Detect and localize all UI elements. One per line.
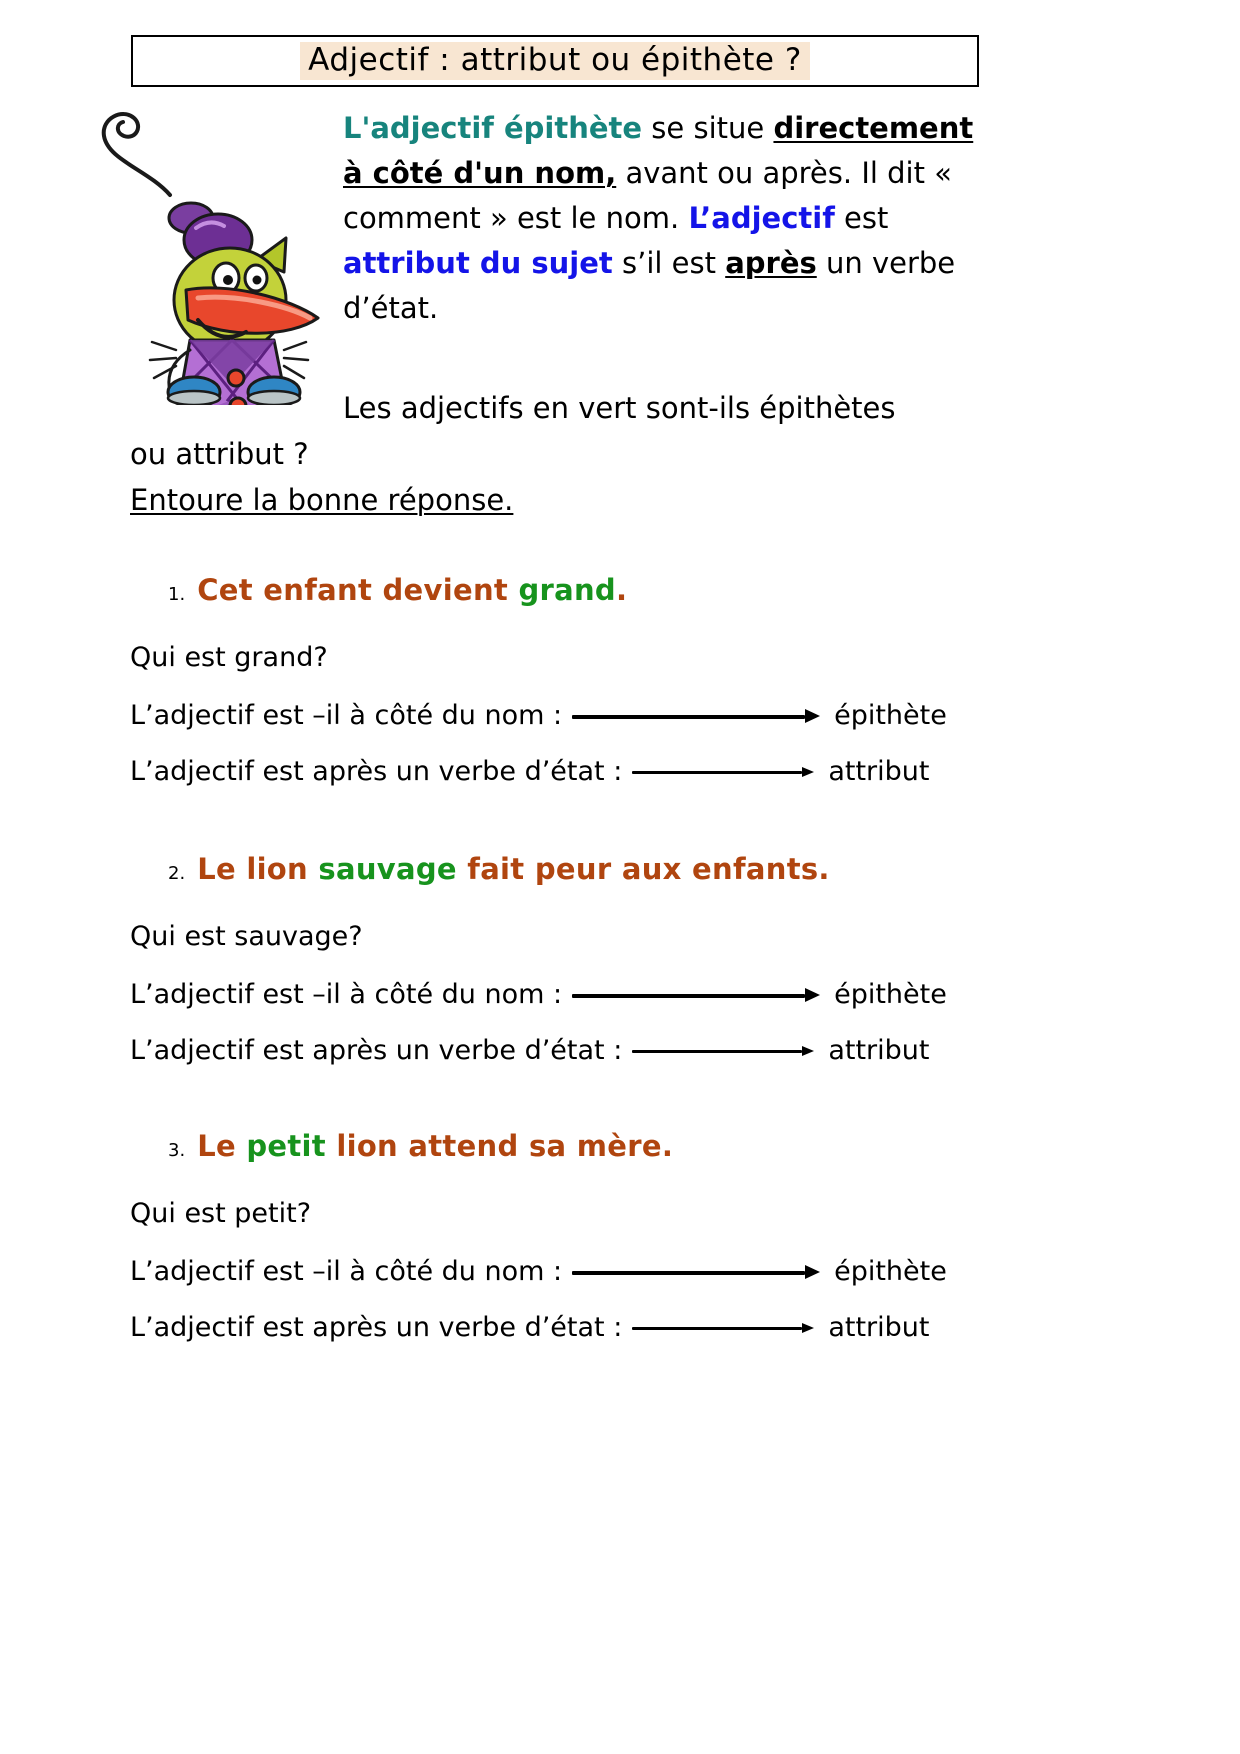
exercise-2-question: Qui est sauvage? xyxy=(130,921,363,952)
instruction-line-2: ou attribut ? xyxy=(130,437,309,471)
exercise-3-number: 3. xyxy=(168,1140,186,1161)
exercise-3-sentence-before: Le xyxy=(197,1129,247,1163)
intro-underlined-rule: directement à côté d'un nom, xyxy=(343,111,974,190)
exercise-3-answer-epithete[interactable]: épithète xyxy=(834,1256,947,1287)
exercise-2-heading xyxy=(168,849,1240,894)
exercise-1-answer-attribut[interactable]: attribut xyxy=(828,756,930,787)
lesson-intro-paragraph xyxy=(343,106,983,331)
exercise-2-attribut-prompt: L’adjectif est après un verbe d’état : xyxy=(130,1035,623,1066)
exercise-1-attribut-prompt: L’adjectif est après un verbe d’état : xyxy=(130,756,623,787)
intro-text-2: se situe xyxy=(642,111,774,145)
arrow-right-icon xyxy=(632,1321,814,1335)
arrow-right-icon xyxy=(572,1265,820,1279)
instruction-entoure: Entoure la bonne réponse. xyxy=(130,483,514,517)
exercise-3-adjective: petit xyxy=(246,1129,326,1163)
exercise-3-attribut-row[interactable] xyxy=(130,1311,1240,1345)
exercise-3-epithete-prompt: L’adjectif est –il à côté du nom : xyxy=(130,1256,563,1287)
instruction-line-3 xyxy=(130,478,513,522)
exercise-2-sentence-before: Le lion xyxy=(197,852,319,886)
exercise-2-sentence xyxy=(197,852,830,886)
exercise-2-attribut-row[interactable] xyxy=(130,1034,1240,1068)
intro-text-10: un verbe d’état. xyxy=(343,246,956,325)
instruction-line-1: Les adjectifs en vert sont-ils épithètes xyxy=(343,391,896,425)
exercise-2-sentence-after: fait peur aux enfants. xyxy=(456,852,830,886)
arrow-right-icon xyxy=(632,1044,814,1058)
exercise-2-adjective: sauvage xyxy=(318,852,457,886)
exercise-3-heading xyxy=(168,1126,1240,1171)
exercise-1-number: 1. xyxy=(168,584,186,605)
exercise-3-sentence xyxy=(197,1129,673,1163)
intro-text-8: s’il est xyxy=(612,246,726,280)
mascot-character-illustration xyxy=(78,100,328,405)
intro-epithete-term: L'adjectif épithète xyxy=(343,111,643,145)
exercise-3 xyxy=(0,1126,1240,1345)
exercise-2-answer-attribut[interactable]: attribut xyxy=(828,1035,930,1066)
exercise-1-heading xyxy=(168,570,1240,615)
exercise-1-epithete-prompt: L’adjectif est –il à côté du nom : xyxy=(130,700,563,731)
exercise-1-question: Qui est grand? xyxy=(130,642,328,673)
intro-adjectif-term: L’adjectif xyxy=(688,201,835,235)
page-title: Adjectif : attribut ou épithète ? xyxy=(300,42,810,81)
intro-attribut-term: attribut du sujet xyxy=(343,246,613,280)
exercise-1-attribut-row[interactable] xyxy=(130,755,1240,789)
arrow-right-icon xyxy=(632,765,814,779)
exercise-1-sentence-before: Cet enfant devient xyxy=(197,573,519,607)
exercise-3-answer-attribut[interactable]: attribut xyxy=(828,1312,930,1343)
arrow-right-icon xyxy=(572,988,820,1002)
exercise-2-answer-epithete[interactable]: épithète xyxy=(834,979,947,1010)
intro-text-4: avant ou après. Il dit « comment » est le nom. xyxy=(343,156,952,235)
exercise-1-sentence-after: . xyxy=(616,573,628,607)
title-box xyxy=(131,35,979,87)
intro-text-6: est xyxy=(834,201,889,235)
exercise-1 xyxy=(0,570,1240,789)
exercise-1-sentence xyxy=(197,573,627,607)
exercise-3-attribut-prompt: L’adjectif est après un verbe d’état : xyxy=(130,1312,623,1343)
exercise-3-sentence-after: lion attend sa mère. xyxy=(325,1129,674,1163)
arrow-right-icon xyxy=(572,709,820,723)
intro-underlined-apres: après xyxy=(725,246,817,280)
exercise-3-question: Qui est petit? xyxy=(130,1198,312,1229)
exercise-1-answer-epithete[interactable]: épithète xyxy=(834,700,947,731)
exercise-3-epithete-row[interactable] xyxy=(130,1255,1240,1289)
exercise-2-number: 2. xyxy=(168,863,186,884)
exercise-1-adjective: grand xyxy=(518,573,616,607)
exercise-2-epithete-prompt: L’adjectif est –il à côté du nom : xyxy=(130,979,563,1010)
exercise-2 xyxy=(0,849,1240,1068)
exercise-1-epithete-row[interactable] xyxy=(130,699,1240,733)
exercise-2-epithete-row[interactable] xyxy=(130,978,1240,1012)
